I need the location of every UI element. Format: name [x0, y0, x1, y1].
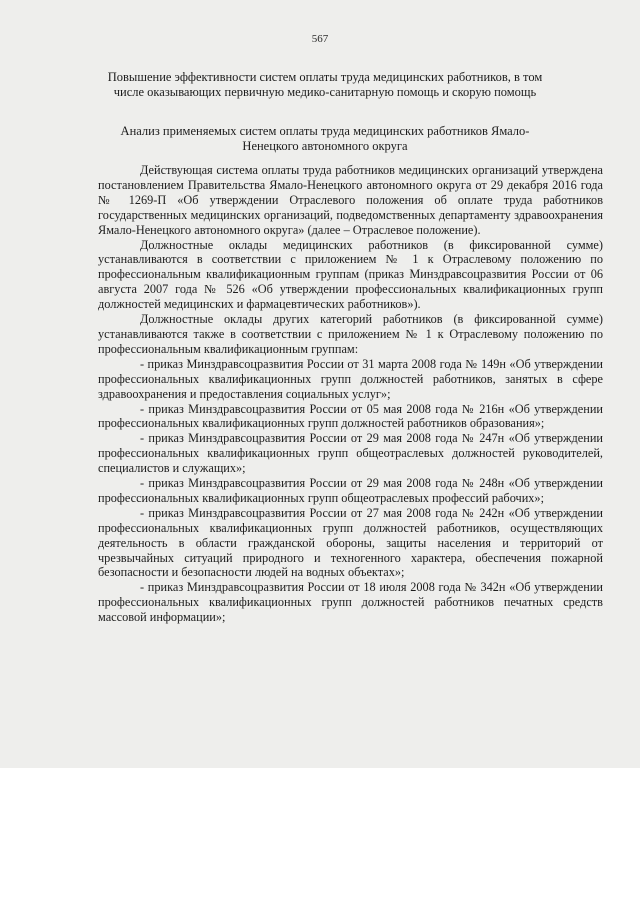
list-item: - приказ Минздравсоцразвития России от 31 марта 2008 года № 149н «Об утверждении профессиональных квалификационных групп должностей работников, занятых в сфере здравоохранения и предоставления социальных услуг»;: [98, 356, 603, 401]
list-item: - приказ Минздравсоцразвития России от 18 июля 2008 года № 342н «Об утверждении профессиональных квалификационных групп должностей работников печатных средств массовой информации»;: [98, 580, 603, 625]
paragraph: Должностные оклады других категорий работников (в фиксированной сумме) устанавливаются также в соответствии с приложением № 1 к Отраслевому положению по профессиональным квалификационным группам:: [98, 312, 603, 356]
list-item: - приказ Минздравсоцразвития России от 27 мая 2008 года № 242н «Об утверждении профессиональных квалификационных групп должностей работников, осуществляющих деятельность в области гражданской обороны, защиты населения и территорий от чрезвычайных ситуаций природного и техногенного характера, обеспечения пожарной безопасности и безопасности людей на водных объектах»;: [98, 505, 603, 580]
list-item: - приказ Минздравсоцразвития России от 29 мая 2008 года № 248н «Об утверждении профессиональных квалификационных групп общеотраслевых профессий рабочих»;: [98, 476, 603, 505]
list-item: - приказ Минздравсоцразвития России от 05 мая 2008 года № 216н «Об утверждении профессиональных квалификационных групп должностей работников образования»;: [98, 401, 603, 431]
page-number: 567: [311, 33, 329, 45]
document-title: Повышение эффективности систем оплаты труда медицинских работников, в том числе оказывающих первичную медико-санитарную помощь и скорую помощь: [107, 70, 543, 99]
blank-margin: [0, 768, 640, 905]
paragraph: Должностные оклады медицинских работников (в фиксированной сумме) устанавливаются в соответствии с приложением № 1 к Отраслевому положению по профессиональным квалификационным группам (приказ Минздравсоцразвития России от 06 августа 2007 года № 526 «Об утверждении профессиональных квалификационных групп должностей медицинских и фармацевтических работников»).: [98, 237, 603, 312]
paragraph: Действующая система оплаты труда работников медицинских организаций утверждена постановлением Правительства Ямало-Ненецкого автономного округа от 29 декабря 2016 года № 1269-П «Об утверждении Отраслевого положения об оплате труда работников государственных медицинских организаций, подведомственных департаменту здравоохранения Ямало-Ненецкого автономного округа» (далее – Отраслевое положение).: [98, 163, 603, 237]
section-subtitle: Анализ применяемых систем оплаты труда медицинских работников Ямало-Ненецкого автономного округа: [120, 124, 530, 153]
list-item: - приказ Минздравсоцразвития России от 29 мая 2008 года № 247н «Об утверждении профессиональных квалификационных групп общеотраслевых должностей руководителей, специалистов и служащих»;: [98, 431, 603, 476]
document-body: [98, 163, 603, 625]
